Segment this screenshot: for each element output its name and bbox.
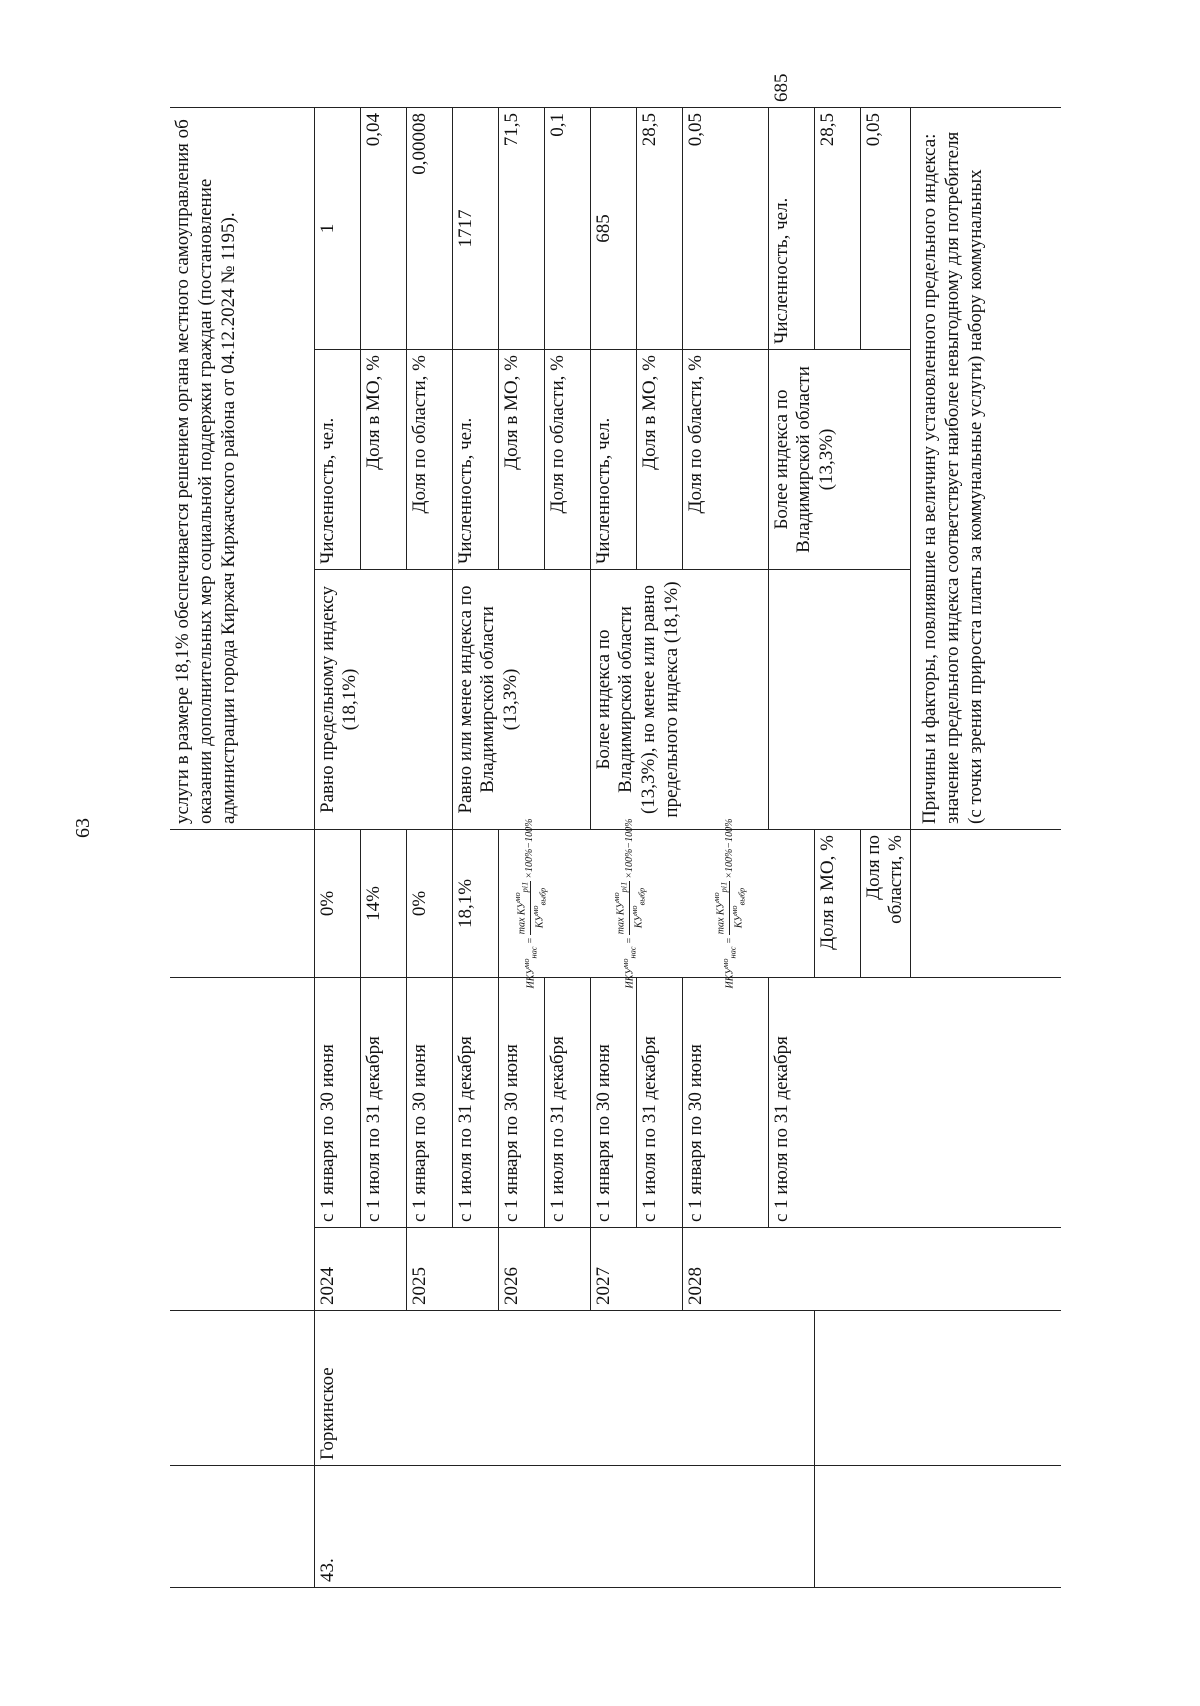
label-4-2: Доля в МО, % [814, 830, 860, 978]
period-2027-h2: с 1 июля по 31 декабря [636, 978, 682, 1228]
value-3-2: 28,5 [636, 107, 682, 349]
rotated-page-content [170, 73, 1130, 1588]
period-2024-h2: с 1 июля по 31 декабря [360, 978, 406, 1228]
formula-2026: $ИКУ^{мо}_{нас}$ = $\max КУ^{мо}_{pi1}$ $КУ^{мо}_{выбр}$ ×100%−100% [512, 818, 548, 989]
row-number: 43. [314, 1466, 814, 1588]
condition-1: Равно предельному индексу (18,1%) [314, 570, 452, 830]
label-3-2: Доля в МО, % [636, 350, 682, 570]
value-2-3: 0,1 [544, 107, 590, 349]
year-2025: 2025 [406, 1228, 498, 1311]
reasons-text: Причины и факторы, повлиявшие на величину установленного предельного индекса: значение предельного индекса соответствует наиболее невыгодному для потребителя (с точки зрения прироста платы за коммунальные услуги) набору коммунальных [911, 107, 1061, 829]
value-1-2: 0,04 [360, 107, 406, 349]
condition-2: Равно или менее индекса по Владимирской области (13,3%) [452, 570, 590, 830]
value-2025-h2: 18,1% [452, 830, 498, 978]
value-3-1: 685 [590, 107, 636, 349]
label-2-2: Доля в МО, % [498, 350, 544, 570]
label-4-1: Численность, чел. [768, 107, 814, 349]
label-2-3: Доля по области, % [544, 350, 590, 570]
table-row: с 1 июля по 31 декабря Более индекса по Владимирской области (13,3%) Численность, чел. 685 [768, 107, 814, 1587]
condition-3: Более индекса по Владимирской области (13,3%), но менее или равно предельного индекса (18,1%) [590, 570, 768, 830]
label-1-3: Доля по области, % [406, 350, 452, 570]
label-3-1: Численность, чел. [590, 350, 636, 570]
label-3-3: Доля по области, % [682, 350, 768, 570]
value-2024-h2: 14% [360, 830, 406, 978]
value-2-1: 1717 [452, 107, 498, 349]
value-2025-h1: 0% [406, 830, 452, 978]
period-2026-h1: с 1 января по 30 июня [498, 978, 544, 1228]
year-2026: 2026 [498, 1228, 590, 1311]
table-row [314, 107, 360, 1587]
label-4-3: Доля по области, % [860, 830, 911, 978]
table-row [814, 107, 860, 1587]
year-2028: 2028 [682, 1228, 814, 1311]
index-table [170, 73, 1061, 1588]
continuation-row [170, 107, 314, 1587]
continuation-text: услуги в размере 18,1% обеспечивается решением органа местного самоуправления об оказании дополнительных мер социальной поддержки граждан (постановление администрации города Киржач Киржачского района от 04.12.2024 № 1195). [170, 107, 314, 829]
label-1-2: Доля в МО, % [360, 350, 406, 570]
year-2024: 2024 [314, 1228, 406, 1311]
value-2-2: 71,5 [498, 107, 544, 349]
condition-4: Более индекса по Владимирской области (13,3%) [768, 350, 911, 570]
label-2-1: Численность, чел. [452, 350, 498, 570]
value-2024-h1: 0% [314, 830, 360, 978]
formula-2028: $ИКУ^{мо}_{нас}$ = $\max КУ^{мо}_{pi1}$ $КУ^{мо}_{выбр}$ ×100%−100% [711, 818, 747, 989]
value-4-2: 28,5 [814, 107, 860, 349]
value-4-3: 0,05 [860, 107, 911, 349]
value-1-1: 1 [314, 107, 360, 349]
period-2028-h2: с 1 июля по 31 декабря [768, 978, 911, 1228]
value-3-3: 0,05 [682, 107, 768, 349]
period-2025-h2: с 1 июля по 31 декабря [452, 978, 498, 1228]
period-2028-h1: с 1 января по 30 июня [682, 978, 768, 1228]
formula-2027: $ИКУ^{мо}_{нас}$ = $\max КУ^{мо}_{pi1}$ $КУ^{мо}_{выбр}$ ×100%−100% [612, 818, 647, 989]
period-2027-h1: с 1 января по 30 июня [590, 978, 636, 1228]
period-2025-h1: с 1 января по 30 июня [406, 978, 452, 1228]
label-1-1: Численность, чел. [314, 350, 360, 570]
value-1-3: 0,00008 [406, 107, 452, 349]
page-number: 63 [72, 818, 94, 838]
municipality-name: Горкинское [314, 1311, 814, 1466]
formula-cell [498, 818, 814, 989]
formula-cell-empty [768, 570, 911, 830]
year-2027: 2027 [590, 1228, 682, 1311]
period-2026-h2: с 1 июля по 31 декабря [544, 978, 590, 1228]
period-2024-h1: с 1 января по 30 июня [314, 978, 360, 1228]
